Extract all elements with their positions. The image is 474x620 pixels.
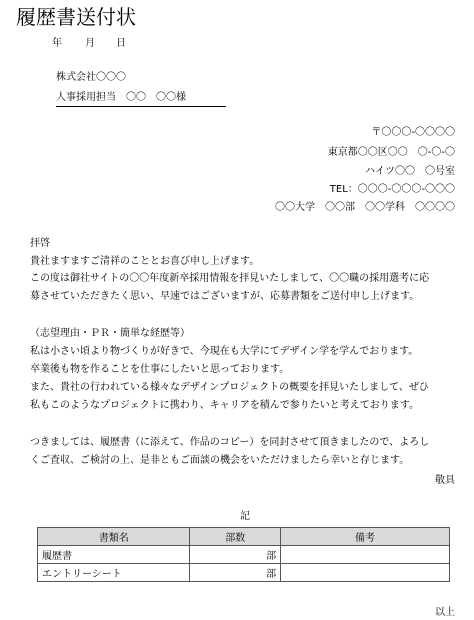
document-name-cell: エントリーシート [38,564,190,582]
paragraph-2-line-4: 私もこのようなプロジェクトに携わり、キャリアを積んで参りたいと考えております。 [30,400,419,411]
paragraph-2-line-3: また、貴社の行われている様々なデザインプロジェクトの概要を拝見いたしまして、ぜひ [30,382,429,393]
paragraph-3-line-2: くご査収、ご検討の上、是非ともご面談の機会をいただけましたら幸いと存じます。 [30,455,410,466]
recipient-company: 株式会社〇〇〇 [56,72,126,83]
date-year-label: 年 [52,38,62,49]
greeting: 貴社ますますご清祥のこととお喜び申し上げます。 [30,256,260,267]
closing-keigu: 敬具 [435,475,455,486]
table-row [38,546,450,564]
document-name-cell: 履歴書 [38,546,190,564]
sender-postal: 〒〇〇〇-〇〇〇〇 [371,127,455,138]
enclosure-table-body [38,546,450,582]
sender-address: 東京都〇〇区〇〇 〇-〇-〇 [327,147,455,158]
remarks-cell [281,546,450,564]
paragraph-2-line-2: 卒業後も物を作ることを仕事にしたいと思っております。 [30,364,290,375]
quantity-cell: 部 [190,546,281,564]
table-row [38,564,450,582]
enclosure-table-header [38,528,450,546]
date-day-label: 日 [116,38,126,49]
recipient-underline [56,106,226,107]
paragraph-2-line-1: 私は小さい頃より物づくりが好きで、今現在も大学にてデザイン学を学んでおります。 [30,346,419,357]
end-ijo: 以上 [435,607,455,618]
page-title: 履歴書送付状 [16,5,136,29]
quantity-cell: 部 [190,564,281,582]
enclosure-heading: 記 [240,511,250,522]
date-month-label: 月 [85,38,95,49]
section-heading: （志望理由・ＰＲ・簡単な経歴等） [30,328,190,339]
sender-tel: TEL：〇〇〇-〇〇〇-〇〇〇 [329,184,455,195]
column-header-document-name: 書類名 [38,528,190,546]
column-header-remarks: 備考 [281,528,450,546]
paragraph-1-line-1: この度は御社サイトの〇〇年度新卒採用情報を拝見いたしまして、〇〇職の採用選考に応 [30,273,430,284]
enclosure-table [37,527,450,582]
paragraph-1-line-2: 募させていただきたく思い、早速ではございますが、応募書類をご送付申し上げます。 [30,291,420,302]
sender-affiliation: 〇〇大学 〇〇部 〇〇学科 〇〇〇〇 [275,202,455,213]
remarks-cell [281,564,450,582]
sender-building: ハイツ〇〇 〇号室 [365,166,455,177]
salutation: 拝啓 [30,238,50,249]
recipient-contact: 人事採用担当 〇〇 〇〇様 [56,92,186,103]
paragraph-3-line-1: つきましては、履歴書（に添えて、作品のコピー）を同封させて頂きましたので、よろし [30,437,430,448]
column-header-quantity: 部数 [190,528,281,546]
